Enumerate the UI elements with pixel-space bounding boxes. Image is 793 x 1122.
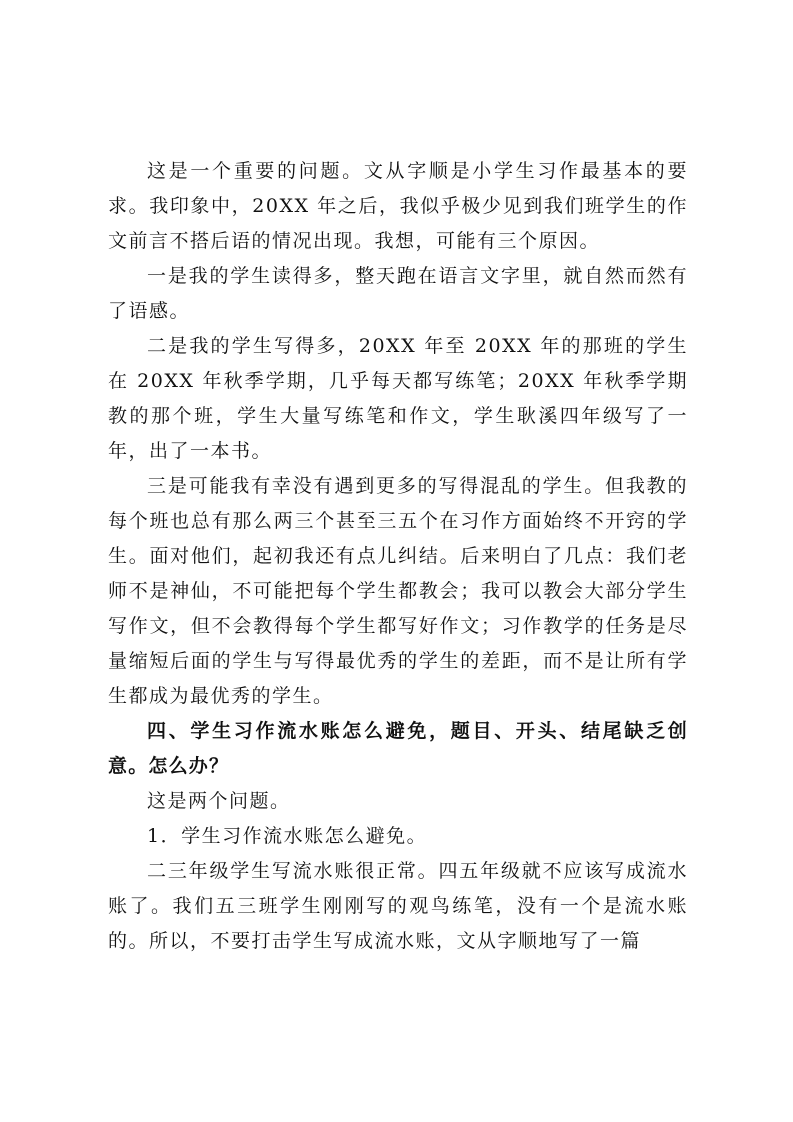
paragraph-flow-account: 二三年级学生写流水账很正常。四五年级就不应该写成流水账了。我们五三班学生刚刚写的观鸟练笔，没有一个是流水账的。所以，不要打击学生写成流水账，文从字顺地写了一篇 [108, 860, 688, 952]
section-heading: 四、学生习作流水账怎么避免，题目、开头、结尾缺乏创意。怎么办？ [108, 720, 688, 777]
paragraph-subheading-one: 1．学生习作流水账怎么避免。 [147, 825, 428, 847]
document-body [108, 154, 688, 959]
paragraph-two-questions: 这是两个问题。 [147, 790, 291, 812]
paragraph-reason-one: 一是我的学生读得多，整天跑在语言文字里，就自然而然有了语感。 [108, 265, 688, 322]
paragraph-reason-three: 三是可能我有幸没有遇到更多的写得混乱的学生。但我教的每个班也总有那么两三个甚至三五个在习作方面始终不开窍的学生。面对他们，起初我还有点儿纠结。后来明白了几点：我们老师不是神仙，不可能把每个学生都教会；我可以教会大部分学生写作文，但不会教得每个学生都写好作文；习作教学的任务是尽量缩短后面的学生与写得最优秀的学生的差距，而不是让所有学生都成为最优秀的学生。 [108, 475, 688, 707]
paragraph-reason-two: 二是我的学生写得多，20XX 年至 20XX 年的那班的学生在 20XX 年秋季学期，几乎每天都写练笔；20XX 年秋季学期教的那个班，学生大量写练笔和作文，学生耿溪四年级写了一年，出了一本书。 [108, 335, 688, 462]
paragraph-intro: 这是一个重要的问题。文从字顺是小学生习作最基本的要求。我印象中，20XX 年之后，我似乎极少见到我们班学生的作文前言不搭后语的情况出现。我想，可能有三个原因。 [108, 160, 688, 252]
